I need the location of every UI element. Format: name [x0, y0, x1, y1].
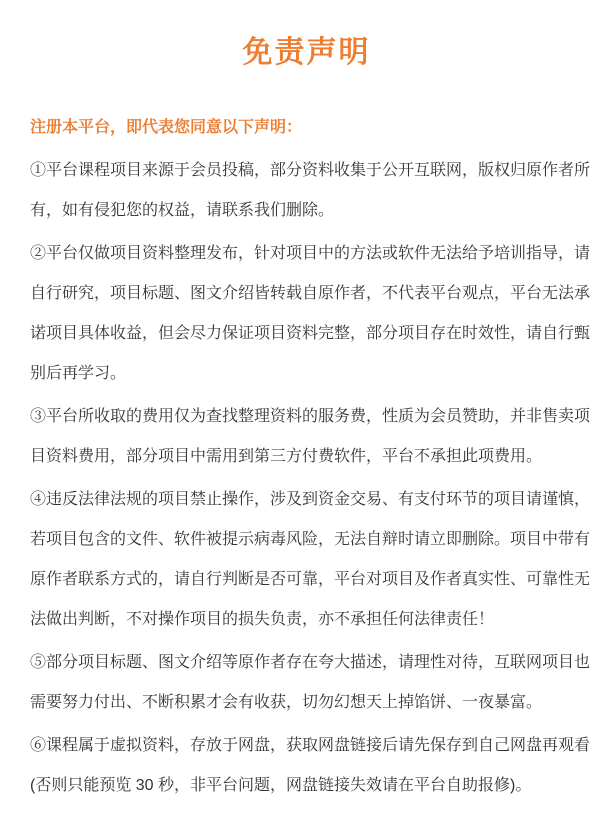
disclaimer-item-3: ③平台所收取的费用仅为查找整理资料的服务费，性质为会员赞助，并非售卖项目资料费用，部分项目中需用到第三方付费软件，平台不承担此项费用。 [30, 408, 591, 465]
disclaimer-item-2: ②平台仅做项目资料整理发布，针对项目中的方法或软件无法给予培训指导，请自行研究，项目标题、图文介绍皆转载自原作者，不代表平台观点，平台无法承诺项目具体收益，但会尽力保证项目资料完整，部分项目存在时效性，请自行甄别后再学习。 [30, 245, 591, 382]
disclaimer-content [0, 108, 613, 806]
disclaimer-item-1: ①平台课程项目来源于会员投稿，部分资料收集于公开互联网，版权归原作者所有，如有侵犯您的权益，请联系我们删除。 [30, 162, 591, 219]
intro-statement: 注册本平台，即代表您同意以下声明： [30, 119, 303, 136]
disclaimer-item-6: ⑥课程属于虚拟资料，存放于网盘，获取网盘链接后请先保存到自己网盘再观看(否则只能预览 30 秒，非平台问题，网盘链接失效请在平台自助报修)。 [30, 737, 591, 794]
page-title: 免责声明 [242, 36, 371, 69]
disclaimer-item-5: ⑤部分项目标题、图文介绍等原作者存在夸大描述，请理性对待，互联网项目也需要努力付出、不断积累才会有收获，切勿幻想天上掉馅饼、一夜暴富。 [30, 654, 591, 711]
disclaimer-item-4: ④违反法律法规的项目禁止操作，涉及到资金交易、有支付环节的项目请谨慎，若项目包含的文件、软件被提示病毒风险，无法自辩时请立即删除。项目中带有原作者联系方式的，请自行判断是否可靠，平台对项目及作者真实性、可靠性无法做出判断，不对操作项目的损失负责，亦不承担任何法律责任！ [30, 491, 591, 628]
